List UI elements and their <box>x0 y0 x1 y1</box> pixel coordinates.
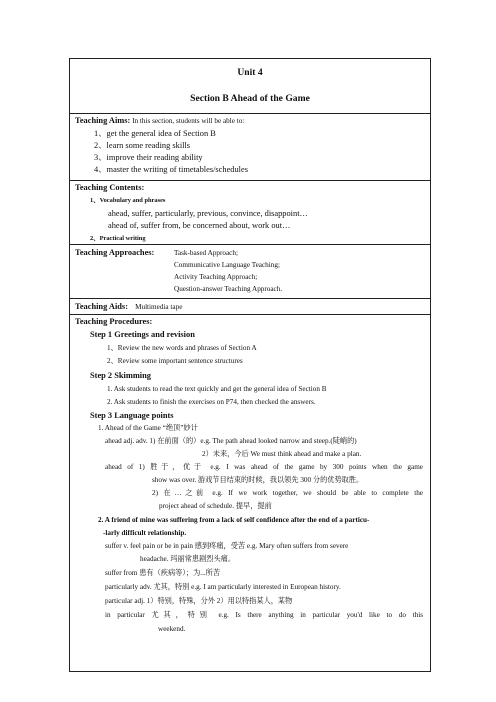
aim-item: 4、master the writing of timetables/schedules <box>94 165 248 174</box>
header-row <box>70 59 430 114</box>
aim-item: 1、get the general idea of Section B <box>94 129 216 138</box>
step1-item: 2、Review some important sentence structures <box>107 357 243 365</box>
aids-value: Multimedia tape <box>135 303 183 311</box>
vocab-line-2: ahead of, suffer from, be concerned about, work out… <box>108 221 291 230</box>
approach-item: Task-based Approach; <box>174 249 238 257</box>
step3-title: Step 3 Language points <box>90 411 174 420</box>
teaching-aids-row <box>70 299 430 315</box>
suffer-line2: headache. 玛丽常患剧烈头痛。 <box>140 555 236 563</box>
step2-title: Step 2 Skimming <box>90 371 151 380</box>
aids-label: Teaching Aids: <box>75 302 128 311</box>
suffer-from-line: suffer from 患有（疾病等）；为...所苦 <box>105 569 221 577</box>
approach-item: Activity Teaching Approach; <box>174 273 258 281</box>
particular-line: particular adj. 1）特别，特殊，分外 2）用以特指某人，某物 <box>105 597 293 605</box>
lesson-plan-table <box>69 58 431 672</box>
ahead-of-line2: show was over. 游戏节目结束的时候，我以领先 300 分的优势取胜。 <box>152 476 364 484</box>
ahead-adv-line1: ahead adj. adv. 1) 在前面（的）e.g. The path ahead looked narrow and steep.(陡峭的) <box>105 437 357 445</box>
vocab-line-1: ahead, suffer, particularly, previous, convince, disappoint… <box>108 209 308 218</box>
step2-item: 1. Ask students to read the text quickly and get the general idea of Section B <box>107 385 327 393</box>
aims-label: Teaching Aims: <box>75 116 131 125</box>
step2-item: 2. Ask students to finish the exercises on P74, then checked the answers. <box>107 398 316 406</box>
teaching-procedures-row <box>70 315 430 673</box>
approaches-label: Teaching Approaches: <box>75 248 155 257</box>
approach-item: Question-answer Teaching Approach. <box>174 285 283 293</box>
writing-heading: 2、Practical writing <box>90 235 146 242</box>
ahead-of-line1: ahead of 1) 胜于，优于 e.g. I was ahead of the game by 300 points when the game <box>105 463 423 471</box>
particularly-line: particularly adv. 尤其，特别 e.g. I am particularly interested in European history. <box>105 583 341 591</box>
section-title: Section B Ahead of the Game <box>190 93 310 104</box>
suffer-line1: suffer v. feel pain or be in pain 感到疼痛，受苦 e.g. Mary often suffers from severe <box>105 542 349 550</box>
ahead-adv-line2: 2）未来，今后 We must think ahead and make a plan. <box>202 450 362 458</box>
ahead-of-line3: 2) 在…之前 e.g. If we work together, we should be able to complete the <box>152 489 423 497</box>
approach-item: Communicative Language Teaching; <box>174 261 280 269</box>
teaching-contents-row <box>70 181 430 245</box>
step1-title: Step 1 Greetings and revision <box>90 330 195 339</box>
aim-item: 3、improve their reading ability <box>94 153 203 162</box>
point2-line2: -larly difficult relationship. <box>103 529 187 537</box>
unit-title: Unit 4 <box>237 67 263 78</box>
in-particular-line1: in particular 尤其，特别 e.g. Is there anything in particular you'd like to do this <box>105 611 423 619</box>
point1-title: 1. Ahead of the Game “绝顶”妙计 <box>98 424 198 432</box>
point2-line1: 2. A friend of mine was suffering from a lack of self confidence after the end of a particu- <box>98 516 370 524</box>
aims-intro: In this section, students will be able to: <box>130 117 245 125</box>
teaching-aims-row <box>70 114 430 181</box>
aids-line <box>75 303 182 311</box>
procedures-label: Teaching Procedures: <box>75 317 153 326</box>
contents-label: Teaching Contents: <box>75 183 145 192</box>
vocab-heading: 1、Vocabulary and phrases <box>90 197 166 204</box>
aims-heading <box>75 117 244 125</box>
step1-item: 1、Review the new words and phrases of Section A <box>107 344 257 352</box>
ahead-of-line4: project ahead of schedule. 提早，提前 <box>159 502 272 510</box>
aim-item: 2、learn some reading skills <box>94 141 191 150</box>
in-particular-line2: weekend. <box>158 625 186 633</box>
teaching-approaches-row <box>70 245 430 299</box>
